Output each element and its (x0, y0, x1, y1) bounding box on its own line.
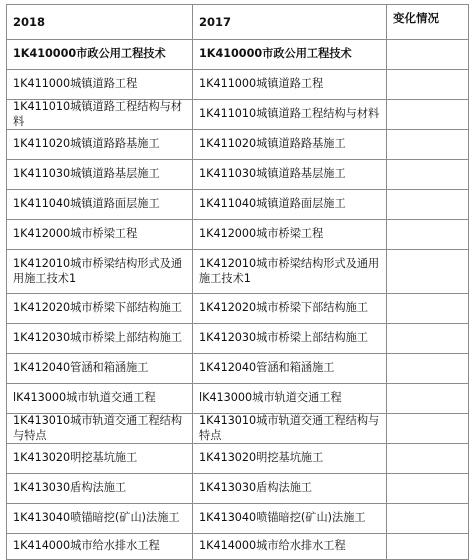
cell-2018: 1K413020明挖基坑施工 (7, 444, 193, 474)
cell-change (387, 190, 469, 220)
cell-change (387, 130, 469, 160)
table-row (7, 324, 469, 354)
cell-change (387, 160, 469, 190)
cell-change (387, 294, 469, 324)
table-body (7, 40, 469, 560)
cell-2017: 1K412030城市桥梁上部结构施工 (193, 324, 387, 354)
table-row (7, 534, 469, 560)
table-row (7, 220, 469, 250)
cell-2018: 1K411030城镇道路基层施工 (7, 160, 193, 190)
cell-change (387, 100, 469, 130)
table-row (7, 100, 469, 130)
table-row (7, 160, 469, 190)
cell-change (387, 384, 469, 414)
cell-change (387, 250, 469, 294)
table-row (7, 384, 469, 414)
cell-change (387, 474, 469, 504)
cell-2017: 1K412010城市桥梁结构形式及通用施工技术1 (193, 250, 387, 294)
cell-2018: 1K414000城市给水排水工程 (7, 534, 193, 560)
cell-2017: lK413000城市轨道交通工程 (193, 384, 387, 414)
cell-2017: 1K411000城镇道路工程 (193, 70, 387, 100)
table-row (7, 250, 469, 294)
cell-2018: 1K413010城市轨道交通工程结构与特点 (7, 414, 193, 444)
cell-2017: 1K413040喷锚暗挖(矿山)法施工 (193, 504, 387, 534)
table-row (7, 504, 469, 534)
table-row (7, 474, 469, 504)
cell-change (387, 324, 469, 354)
cell-2018: 1K411010城镇道路工程结构与材料 (7, 100, 193, 130)
cell-2018: 1K411040城镇道路面层施工 (7, 190, 193, 220)
cell-2017: 1K413030盾构法施工 (193, 474, 387, 504)
cell-change (387, 354, 469, 384)
cell-change (387, 40, 469, 70)
table-row (7, 444, 469, 474)
cell-2018: lK413000城市轨道交通工程 (7, 384, 193, 414)
cell-2018: 1K412040管涵和箱涵施工 (7, 354, 193, 384)
cell-change (387, 220, 469, 250)
cell-change (387, 414, 469, 444)
table-row (7, 414, 469, 444)
cell-2017: 1K412040管涵和箱涵施工 (193, 354, 387, 384)
header-2017: 2017 (193, 5, 387, 40)
cell-2017: 1K414000城市给水排水工程 (193, 534, 387, 560)
cell-2017: 1K412000城市桥梁工程 (193, 220, 387, 250)
header-2018: 2018 (7, 5, 193, 40)
cell-change (387, 444, 469, 474)
cell-2017: 1K413020明挖基坑施工 (193, 444, 387, 474)
cell-2017: 1K413010城市轨道交通工程结构与特点 (193, 414, 387, 444)
cell-2018: 1K412010城市桥梁结构形式及通用施工技术1 (7, 250, 193, 294)
cell-2018: 1K411000城镇道路工程 (7, 70, 193, 100)
header-row (7, 5, 469, 40)
cell-2017: 1K411010城镇道路工程结构与材料 (193, 100, 387, 130)
cell-2018: 1K413040喷锚暗挖(矿山)法施工 (7, 504, 193, 534)
header-change: 变化情况 (387, 5, 469, 40)
cell-change (387, 534, 469, 560)
cell-2018: 1K412000城市桥梁工程 (7, 220, 193, 250)
cell-2017: 1K412020城市桥梁下部结构施工 (193, 294, 387, 324)
table-row (7, 70, 469, 100)
cell-2018: 1K412020城市桥梁下部结构施工 (7, 294, 193, 324)
cell-2018: 1K410000市政公用工程技术 (7, 40, 193, 70)
cell-change (387, 504, 469, 534)
table-row (7, 190, 469, 220)
cell-2017: 1K410000市政公用工程技术 (193, 40, 387, 70)
table-row (7, 40, 469, 70)
table-row (7, 354, 469, 384)
table-row (7, 130, 469, 160)
cell-2017: 1K411020城镇道路路基施工 (193, 130, 387, 160)
cell-2018: 1K411020城镇道路路基施工 (7, 130, 193, 160)
cell-2017: 1K411040城镇道路面层施工 (193, 190, 387, 220)
cell-2017: 1K411030城镇道路基层施工 (193, 160, 387, 190)
cell-change (387, 70, 469, 100)
table-row (7, 294, 469, 324)
syllabus-comparison-table (6, 4, 469, 560)
cell-2018: 1K413030盾构法施工 (7, 474, 193, 504)
cell-2018: 1K412030城市桥梁上部结构施工 (7, 324, 193, 354)
